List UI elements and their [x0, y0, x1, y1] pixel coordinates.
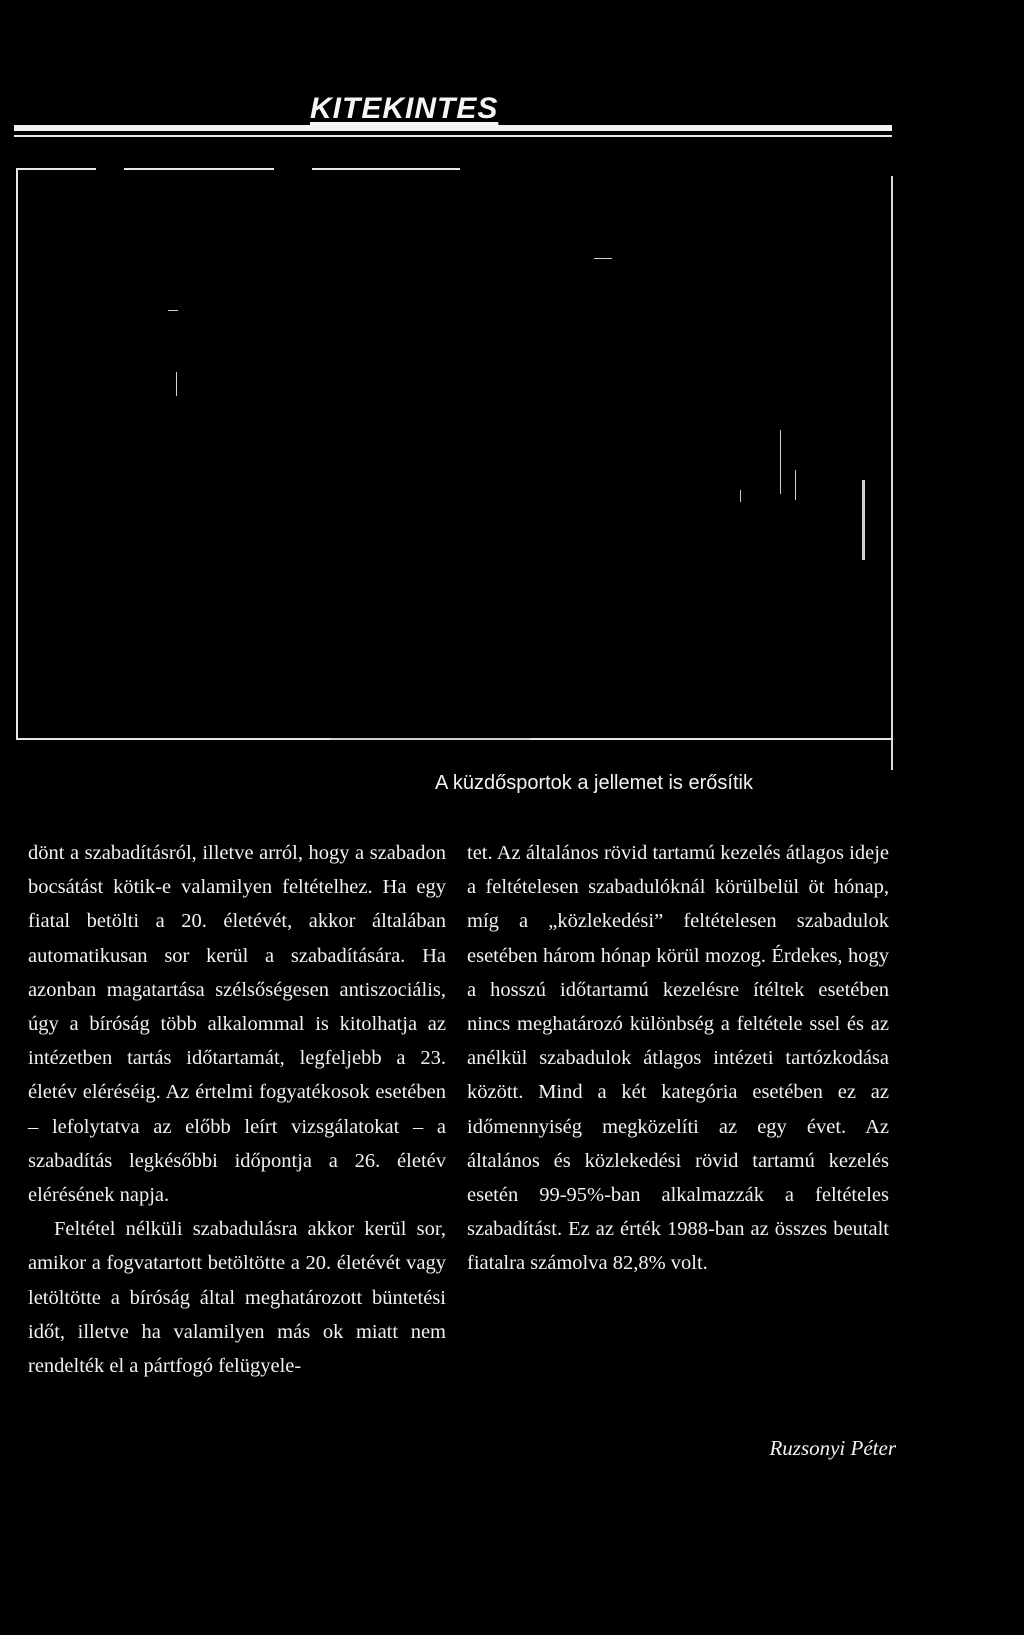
photo-frame-top-segment — [124, 168, 274, 170]
photo-frame-right-edge — [891, 176, 893, 770]
photo-speck — [740, 490, 741, 502]
photo-speck — [594, 258, 612, 259]
header-rule-thick — [14, 125, 892, 131]
article-column-left — [28, 836, 446, 1383]
photo-speck — [795, 470, 796, 500]
article-paragraph: dönt a szabadításról, illetve arról, hogy a szabadon bocsátást kötik-e valamilyen feltételhez. Ha egy fiatal betölti a 20. életévét, akkor általában automatikusan sor kerül a szabadítására. Ha azonban magatartása szélsőségesen antiszociális, úgy a bíróság több alkalommal is kitolhatja az intézetben tartás időtartamát, legfeljebb a 23. életév eléréséig. Az értelmi fogyatékosok esetében – lefolytatva az előbb leírt vizsgálatokat – a szabadítás legkésőbbi időpontja a 26. életév elérésének napja. — [28, 842, 446, 1207]
photo-frame — [16, 168, 892, 740]
article-author: Ruzsonyi Péter — [769, 1436, 896, 1460]
header-rule-thin — [14, 135, 892, 137]
photo-speck — [862, 480, 865, 560]
photo-speck — [330, 738, 530, 740]
photo-caption-text: A küzdősportok a jellemet is erősítik — [435, 772, 753, 794]
photo-caption — [0, 772, 1024, 795]
article-column-right — [467, 836, 889, 1281]
photo-speck — [168, 310, 178, 311]
article-paragraph: Feltétel nélküli szabadulásra akkor kerül sor, amikor a fogvatartott betöltötte a 20. életévét vagy letöltötte a bíróság által meghatározott büntetési időt, illetve ha valamilyen más ok miatt nem rendelték el a pártfogó felügyele- — [28, 1218, 446, 1378]
photo-speck — [780, 430, 781, 494]
photo-frame-top-segment — [16, 168, 96, 170]
photo-speck — [176, 372, 177, 396]
header-title: KITEKINTES — [310, 92, 499, 125]
article-paragraph: tet. Az általános rövid tartamú kezelés átlagos ideje a feltételesen szabadulóknál körülbelül öt hónap, míg a „közlekedési” feltételesen szabadulok esetében három hónap körül mozog. Érdekes, hogy a hosszú időtartamú kezelésre ítéltek esetében nincs meghatározó különbség a feltétele ssel és az anélkül szabadulok átlagos intézeti tartózkodása között. Mind a két kategória esetében ez az időmennyiség megközelíti az egy évet. Az általános és közlekedési rövid tartamú kezelés esetén 99-95%-ban alkalmazzák a feltételes szabadítást. Ez az érték 1988-ban az összes beutalt fiatalra számolva 82,8% volt. — [467, 842, 889, 1275]
photo-frame-top-segment — [312, 168, 460, 170]
